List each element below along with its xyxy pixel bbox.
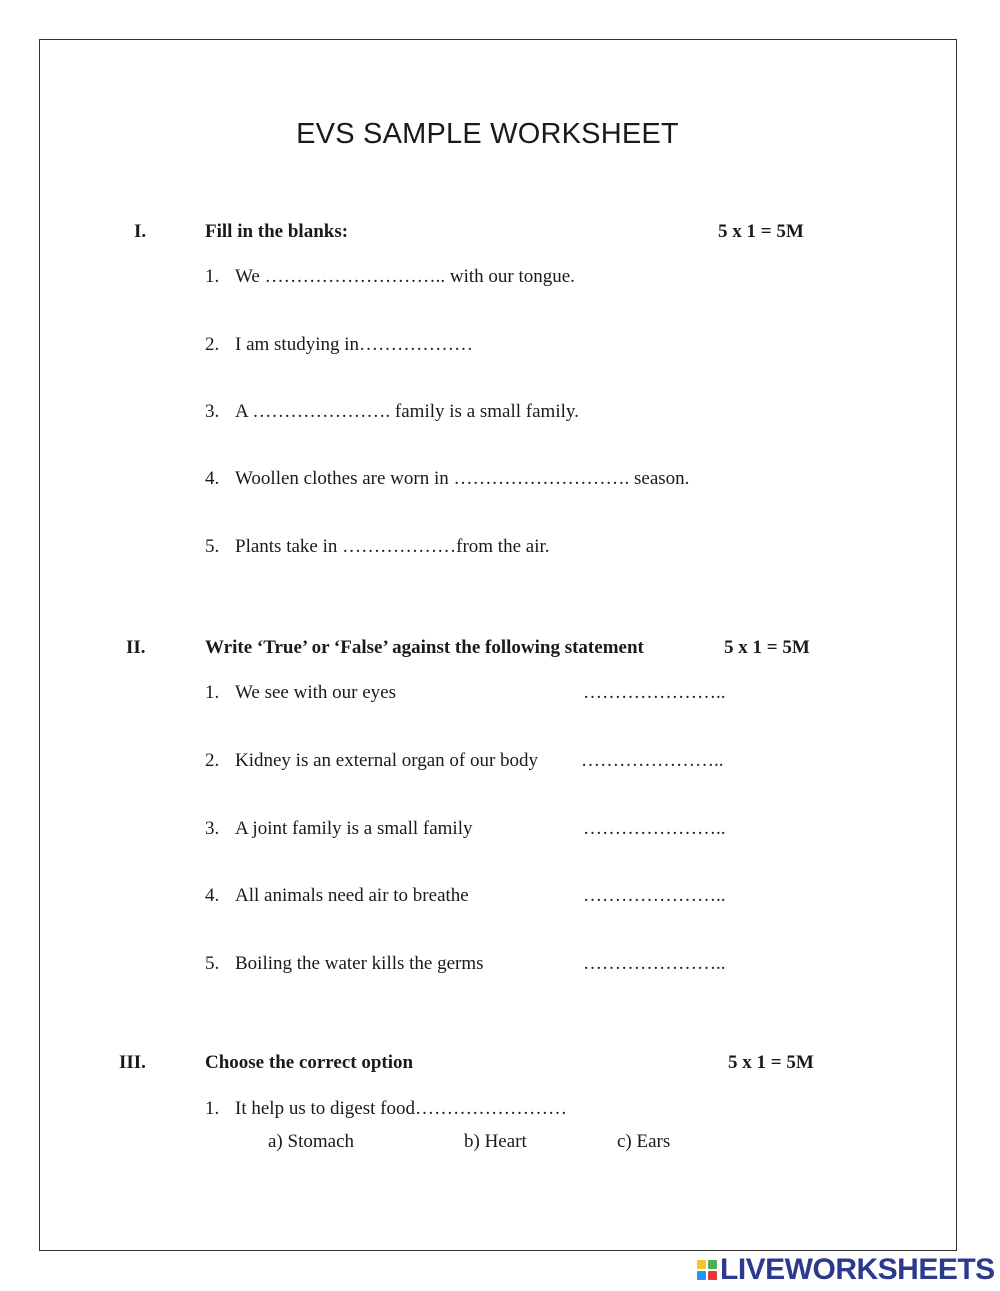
section-3-heading: Choose the correct option [205,1052,414,1073]
section-2-item-4-blank: ………………….. [583,885,726,906]
section-3-item-1-num: 1. [205,1098,220,1119]
logo-block-green [708,1260,717,1269]
section-2-item-4-num: 4. [205,885,220,906]
section-2-heading: Write ‘True’ or ‘False’ against the following statement [205,637,644,658]
option-a: a) Stomach [268,1131,355,1152]
section-3-numeral: III. [119,1052,146,1073]
section-2-item-3-num: 3. [205,818,220,839]
section-2-item-3-text: A joint family is a small family [235,818,473,839]
section-2-item-3-blank: ………………….. [583,818,726,839]
section-2-item-1-num: 1. [205,682,220,703]
section-1-item-2-text: I am studying in……………… [235,334,474,355]
logo-block-yellow [697,1260,706,1269]
section-1-heading: Fill in the blanks: [205,221,349,242]
section-1-item-5-num: 5. [205,536,220,557]
logo-text: LIVEWORKSHEETS [720,1253,995,1286]
section-1-item-1-num: 1. [205,266,220,287]
section-2-item-1-blank: ………………….. [583,682,726,703]
section-1-item-5-text: Plants take in ………………from the air. [235,536,550,557]
section-3-item-1-text: It help us to digest food…………………… [235,1098,567,1119]
section-1-item-4-text: Woollen clothes are worn in ………………………. season. [235,468,690,489]
liveworksheets-logo[interactable] [697,1255,995,1285]
section-2-item-4-text: All animals need air to breathe [235,885,469,906]
section-1-item-3-num: 3. [205,401,220,422]
section-1-item-2-num: 2. [205,334,220,355]
section-1-item-1-text: We ……………………….. with our tongue. [235,266,575,287]
section-1-item-4-num: 4. [205,468,220,489]
section-2-item-5-blank: ………………….. [583,953,726,974]
logo-blocks-icon [697,1260,717,1280]
section-2-numeral: II. [126,637,146,658]
page-title: EVS SAMPLE WORKSHEET [296,118,679,150]
option-c: c) Ears [617,1131,671,1152]
section-3-marks: 5 x 1 = 5M [728,1052,814,1073]
section-1-numeral: I. [134,221,147,242]
logo-block-blue [697,1271,706,1280]
section-1-marks: 5 x 1 = 5M [718,221,804,242]
section-1-item-3-text: A …………………. family is a small family. [235,401,579,422]
section-2-item-2-num: 2. [205,750,220,771]
section-2-item-5-text: Boiling the water kills the germs [235,953,484,974]
option-b: b) Heart [464,1131,527,1152]
logo-block-red [708,1271,717,1280]
section-2-item-2-text: Kidney is an external organ of our body [235,750,539,771]
section-2-marks: 5 x 1 = 5M [724,637,810,658]
section-2-item-2-blank: ………………….. [581,750,724,771]
section-2-item-5-num: 5. [205,953,220,974]
section-2-item-1-text: We see with our eyes [235,682,396,703]
